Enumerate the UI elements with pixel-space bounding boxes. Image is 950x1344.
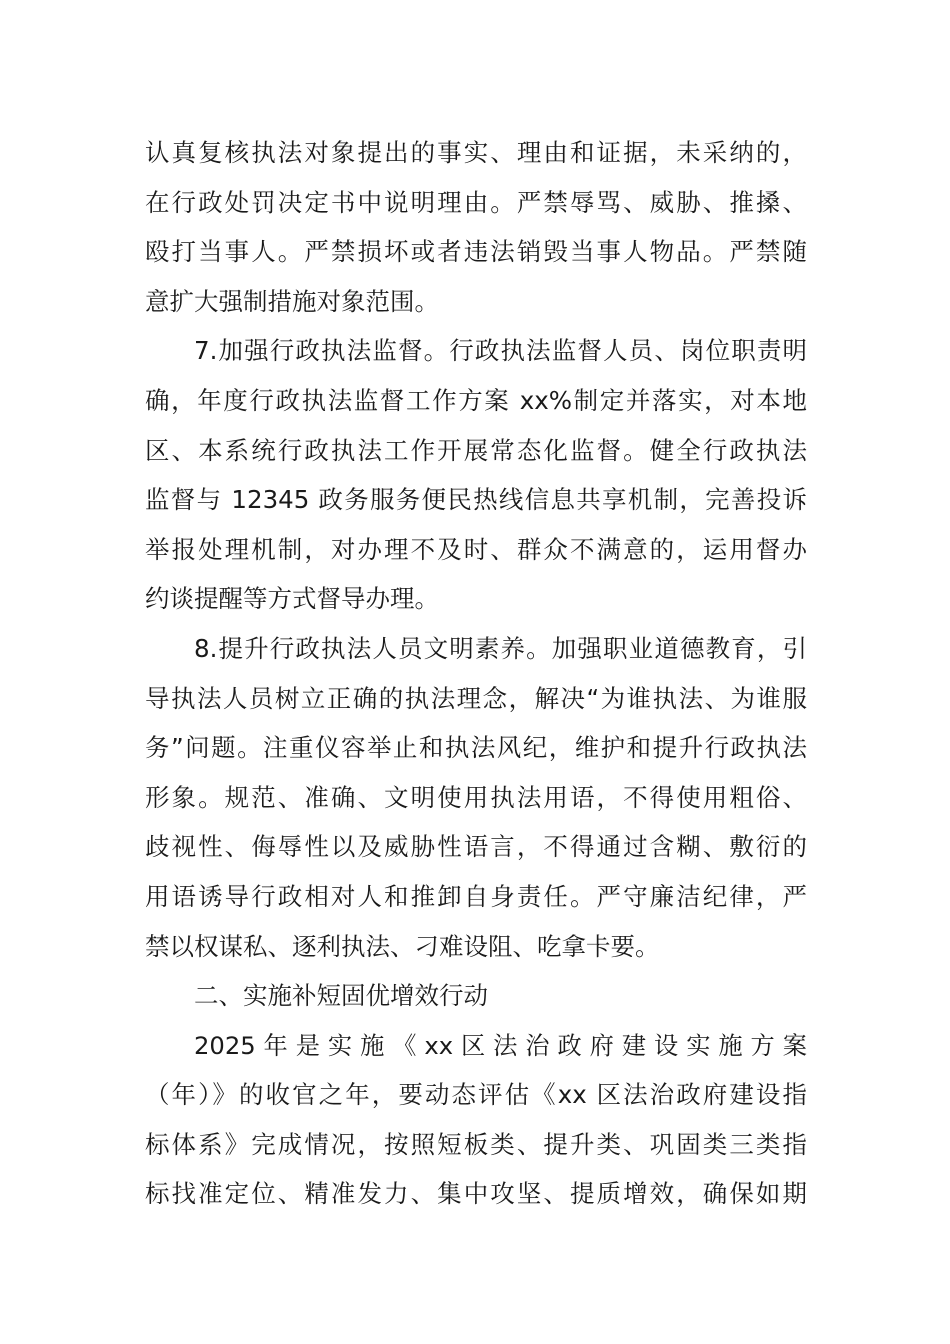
paragraph-first-line: 2025 年 是 实 施 《 xx 区 法 治 政 府 建 设 实 施 方 案 bbox=[194, 1030, 807, 1060]
text-line: 务”问题。注重仪容举止和执法风纪，维护和提升行政执法 bbox=[145, 733, 807, 763]
text-line: 标找准定位、精准发力、集中攻坚、提质增效，确保如期 bbox=[145, 1179, 807, 1209]
document-body bbox=[145, 128, 807, 1219]
text-line: 殴打当事人。严禁损坏或者违法销毁当事人物品。严禁随 bbox=[145, 237, 807, 267]
text-line: 用语诱导行政相对人和推卸自身责任。严守廉洁纪律，严 bbox=[145, 881, 807, 911]
text-line: 监督与 12345 政务服务便民热线信息共享机制，完善投诉 bbox=[145, 485, 807, 515]
text-line: 在行政处罚决定书中说明理由。严禁辱骂、威胁、推搡、 bbox=[145, 187, 807, 217]
text-line: 区、本系统行政执法工作开展常态化监督。健全行政执法 bbox=[145, 435, 807, 465]
paragraph-first-line: 8.提升行政执法人员文明素养。加强职业道德教育，引 bbox=[194, 633, 807, 663]
text-line: 形象。规范、准确、文明使用执法用语，不得使用粗俗、 bbox=[145, 782, 807, 812]
text-line: 标体系》完成情况，按照短板类、提升类、巩固类三类指 bbox=[145, 1129, 807, 1159]
text-line: 确，年度行政执法监督工作方案 xx%制定并落实，对本地 bbox=[145, 385, 807, 415]
text-line: 认真复核执法对象提出的事实、理由和证据，未采纳的， bbox=[145, 138, 807, 167]
text-line: 歧视性、侮辱性以及威胁性语言，不得通过含糊、敷衍的 bbox=[145, 832, 807, 862]
text-line: 导执法人员树立正确的执法理念，解决“为谁执法、为谁服 bbox=[145, 683, 807, 713]
paragraph-first-line: 二、实施补短固优增效行动 bbox=[194, 981, 488, 1011]
text-line: （年）》的收官之年，要动态评估《xx 区法治政府建设指 bbox=[145, 1080, 807, 1110]
paragraph-first-line: 7.加强行政执法监督。行政执法监督人员、岗位职责明 bbox=[194, 336, 807, 366]
text-line: 举报处理机制，对办理不及时、群众不满意的，运用督办 bbox=[145, 534, 807, 564]
text-line: 约谈提醒等方式督导办理。 bbox=[145, 584, 439, 614]
text-line: 意扩大强制措施对象范围。 bbox=[145, 286, 439, 316]
text-line: 禁以权谋私、逐利执法、刁难设阻、吃拿卡要。 bbox=[145, 931, 660, 961]
